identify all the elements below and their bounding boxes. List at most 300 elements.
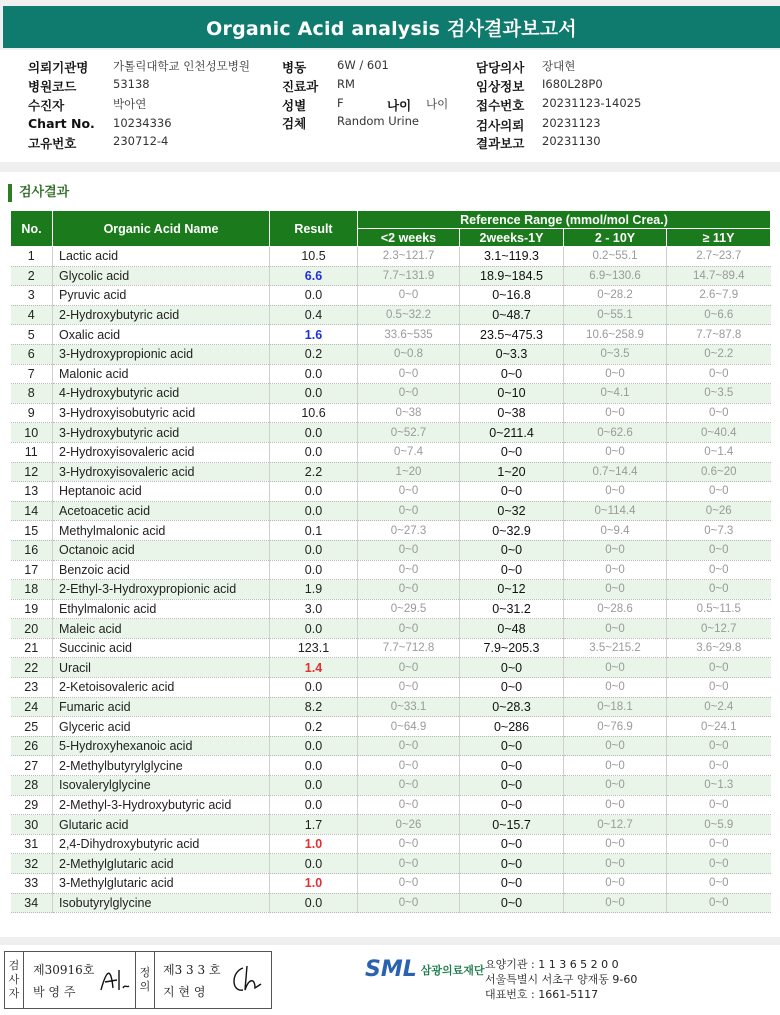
doctor-value: 장대현 — [542, 59, 576, 73]
acid-name: Maleic acid — [53, 619, 270, 639]
result-value: 3.0 — [270, 599, 358, 619]
ref-2-10y: 0~0 — [564, 619, 667, 639]
row-number: 29 — [11, 795, 53, 815]
ref-11y-plus: 0.6~20 — [667, 462, 771, 482]
table-row — [11, 286, 771, 306]
ref-under-2-weeks: 33.6~535 — [358, 325, 460, 345]
ref-2weeks-1y: 0~0 — [460, 658, 564, 678]
result-value: 1.4 — [270, 658, 358, 678]
header-2weeks-1y: 2weeks-1Y — [460, 229, 564, 247]
acid-name: 2-Ethyl-3-Hydroxypropionic acid — [53, 580, 270, 600]
doctor-label: 담당의사 — [476, 60, 525, 75]
hospital-label: 의뢰기관명 — [28, 60, 89, 75]
ref-2weeks-1y: 23.5~475.3 — [460, 325, 564, 345]
acid-name: 2-Methylglutaric acid — [53, 854, 270, 874]
ref-under-2-weeks: 0~33.1 — [358, 697, 460, 717]
table-row — [11, 247, 771, 267]
result-value: 123.1 — [270, 638, 358, 658]
ref-2-10y: 0~0 — [564, 442, 667, 462]
ref-2-10y: 0~0 — [564, 893, 667, 913]
ref-11y-plus: 3.6~29.8 — [667, 638, 771, 658]
ref-11y-plus: 0~1.3 — [667, 776, 771, 796]
row-number: 26 — [11, 736, 53, 756]
row-number: 8 — [11, 384, 53, 404]
result-value: 0.0 — [270, 795, 358, 815]
acid-name: Glycolic acid — [53, 266, 270, 286]
row-number: 14 — [11, 501, 53, 521]
acid-name: 2-Hydroxybutyric acid — [53, 305, 270, 325]
ref-11y-plus: 0~0 — [667, 874, 771, 894]
ref-11y-plus: 0~7.3 — [667, 521, 771, 541]
specimen-value: Random Urine — [337, 114, 419, 128]
ref-2weeks-1y: 0~0 — [460, 560, 564, 580]
ref-11y-plus: 0~0 — [667, 834, 771, 854]
acid-name: Glutaric acid — [53, 815, 270, 835]
row-number: 3 — [11, 286, 53, 306]
result-value: 0.0 — [270, 560, 358, 580]
ref-2weeks-1y: 0~31.2 — [460, 599, 564, 619]
ref-2-10y: 3.5~215.2 — [564, 638, 667, 658]
row-number: 17 — [11, 560, 53, 580]
ref-2weeks-1y: 1~20 — [460, 462, 564, 482]
acid-name: 2,4-Dihydroxybutyric acid — [53, 834, 270, 854]
ref-2-10y: 0~62.6 — [564, 423, 667, 443]
confirmer-license-no: 제3 3 3 호 — [163, 963, 221, 977]
ref-2weeks-1y: 0~0 — [460, 834, 564, 854]
result-value: 10.6 — [270, 403, 358, 423]
table-row — [11, 560, 771, 580]
ref-under-2-weeks: 0~0 — [358, 540, 460, 560]
ref-11y-plus: 0~0 — [667, 403, 771, 423]
ref-11y-plus: 0.5~11.5 — [667, 599, 771, 619]
ref-2-10y: 0~114.4 — [564, 501, 667, 521]
results-section-title: 검사결과 — [8, 184, 69, 202]
ref-2weeks-1y: 0~16.8 — [460, 286, 564, 306]
table-row — [11, 599, 771, 619]
ref-2-10y: 0~0 — [564, 540, 667, 560]
result-value: 0.0 — [270, 619, 358, 639]
ref-2-10y: 0~0 — [564, 560, 667, 580]
acid-name: Isovalerylglycine — [53, 776, 270, 796]
ref-under-2-weeks: 0~27.3 — [358, 521, 460, 541]
result-value: 0.0 — [270, 501, 358, 521]
result-value: 0.0 — [270, 423, 358, 443]
result-value: 0.4 — [270, 305, 358, 325]
row-number: 25 — [11, 717, 53, 737]
table-row — [11, 364, 771, 384]
acid-name: 5-Hydroxyhexanoic acid — [53, 736, 270, 756]
ref-2weeks-1y: 0~38 — [460, 403, 564, 423]
result-value: 0.0 — [270, 776, 358, 796]
row-number: 18 — [11, 580, 53, 600]
ref-under-2-weeks: 0~26 — [358, 815, 460, 835]
ref-under-2-weeks: 0~0 — [358, 795, 460, 815]
ref-11y-plus: 2.7~23.7 — [667, 247, 771, 267]
hospital-code-value: 53138 — [113, 77, 150, 91]
logo-name: 삼광의료재단 — [420, 963, 485, 977]
table-row — [11, 423, 771, 443]
hospital-code-label: 병원코드 — [28, 79, 77, 94]
ref-11y-plus: 0~0 — [667, 482, 771, 502]
ref-2weeks-1y: 0~15.7 — [460, 815, 564, 835]
ref-under-2-weeks: 0~0 — [358, 501, 460, 521]
ref-2weeks-1y: 0~286 — [460, 717, 564, 737]
ref-under-2-weeks: 0~0 — [358, 364, 460, 384]
table-row — [11, 815, 771, 835]
ref-11y-plus: 0~0 — [667, 756, 771, 776]
recipient-label: 수진자 — [28, 98, 65, 113]
header-11y-plus: ≥ 11Y — [667, 229, 771, 247]
logo-mark: SML — [365, 957, 417, 982]
table-row — [11, 501, 771, 521]
ref-2-10y: 0~55.1 — [564, 305, 667, 325]
result-value: 1.9 — [270, 580, 358, 600]
clinical-info-value: I680L28P0 — [542, 77, 603, 91]
acid-name: 3-Methylglutaric acid — [53, 874, 270, 894]
ref-2weeks-1y: 0~0 — [460, 874, 564, 894]
table-row — [11, 638, 771, 658]
row-number: 34 — [11, 893, 53, 913]
header-no: No. — [11, 211, 53, 247]
table-row — [11, 834, 771, 854]
ref-2-10y: 0~0 — [564, 854, 667, 874]
ref-under-2-weeks: 0~64.9 — [358, 717, 460, 737]
ref-2weeks-1y: 0~0 — [460, 482, 564, 502]
ref-11y-plus: 0~40.4 — [667, 423, 771, 443]
ref-2-10y: 0~76.9 — [564, 717, 667, 737]
acid-name: Pyruvic acid — [53, 286, 270, 306]
acid-name: 2-Ketoisovaleric acid — [53, 678, 270, 698]
hospital-value: 가톨릭대학교 인천성모병원 — [113, 59, 250, 73]
receipt-no-value: 20231123-14025 — [542, 96, 642, 110]
result-value: 2.2 — [270, 462, 358, 482]
row-number: 21 — [11, 638, 53, 658]
acid-name: Oxalic acid — [53, 325, 270, 345]
ref-2weeks-1y: 0~10 — [460, 384, 564, 404]
acid-name: Isobutyrylglycine — [53, 893, 270, 913]
request-date-value: 20231123 — [542, 116, 601, 130]
row-number: 5 — [11, 325, 53, 345]
ref-under-2-weeks: 0~0 — [358, 286, 460, 306]
table-row — [11, 540, 771, 560]
ref-under-2-weeks: 0~0 — [358, 580, 460, 600]
acid-name: Ethylmalonic acid — [53, 599, 270, 619]
row-number: 6 — [11, 344, 53, 364]
header-name: Organic Acid Name — [53, 211, 270, 247]
results-table-body — [11, 247, 771, 913]
report-footer — [0, 945, 780, 1015]
result-value: 10.5 — [270, 247, 358, 267]
tester-label: 검사자 — [5, 952, 24, 1008]
result-value: 0.2 — [270, 717, 358, 737]
ref-2-10y: 0~0 — [564, 756, 667, 776]
acid-name: Fumaric acid — [53, 697, 270, 717]
ref-11y-plus: 0~0 — [667, 560, 771, 580]
table-row — [11, 678, 771, 698]
row-number: 1 — [11, 247, 53, 267]
ref-2weeks-1y: 0~0 — [460, 540, 564, 560]
ref-2-10y: 0~0 — [564, 776, 667, 796]
row-number: 20 — [11, 619, 53, 639]
table-row — [11, 403, 771, 423]
row-number: 27 — [11, 756, 53, 776]
table-row — [11, 325, 771, 345]
table-row — [11, 736, 771, 756]
ref-2weeks-1y: 0~0 — [460, 736, 564, 756]
report-date-label: 결과보고 — [476, 136, 525, 151]
result-value: 0.0 — [270, 482, 358, 502]
result-value: 1.0 — [270, 834, 358, 854]
ref-under-2-weeks: 0~0.8 — [358, 344, 460, 364]
table-row — [11, 482, 771, 502]
ref-11y-plus: 0~0 — [667, 678, 771, 698]
ref-11y-plus: 0~0 — [667, 854, 771, 874]
ref-under-2-weeks: 7.7~131.9 — [358, 266, 460, 286]
ref-2-10y: 0~4.1 — [564, 384, 667, 404]
ref-under-2-weeks: 0~0 — [358, 776, 460, 796]
row-number: 13 — [11, 482, 53, 502]
result-value: 0.0 — [270, 893, 358, 913]
ref-11y-plus: 0~2.2 — [667, 344, 771, 364]
row-number: 10 — [11, 423, 53, 443]
ref-under-2-weeks: 2.3~121.7 — [358, 247, 460, 267]
table-row — [11, 854, 771, 874]
acid-name: Succinic acid — [53, 638, 270, 658]
confirmer-name: 지 현 영 — [163, 985, 206, 999]
ref-2weeks-1y: 0~28.3 — [460, 697, 564, 717]
institution-code: 요양기관 : 1 1 3 6 5 2 0 0 — [485, 958, 619, 971]
ref-under-2-weeks: 0~7.4 — [358, 442, 460, 462]
table-row — [11, 619, 771, 639]
acid-name: 3-Hydroxypropionic acid — [53, 344, 270, 364]
ref-2weeks-1y: 0~211.4 — [460, 423, 564, 443]
ref-2weeks-1y: 0~0 — [460, 893, 564, 913]
row-number: 23 — [11, 678, 53, 698]
ref-under-2-weeks: 1~20 — [358, 462, 460, 482]
acid-name: 3-Hydroxyisovaleric acid — [53, 462, 270, 482]
confirmer-signature-icon — [227, 962, 265, 998]
acid-name: 3-Hydroxybutyric acid — [53, 423, 270, 443]
unique-no-value: 230712-4 — [113, 134, 169, 148]
row-number: 32 — [11, 854, 53, 874]
ref-under-2-weeks: 0.5~32.2 — [358, 305, 460, 325]
header-under-2-weeks: <2 weeks — [358, 229, 460, 247]
lab-contact — [485, 957, 637, 1002]
ref-2weeks-1y: 0~48 — [460, 619, 564, 639]
ref-11y-plus: 2.6~7.9 — [667, 286, 771, 306]
ref-2weeks-1y: 0~0 — [460, 678, 564, 698]
ref-2weeks-1y: 0~0 — [460, 442, 564, 462]
ref-under-2-weeks: 0~52.7 — [358, 423, 460, 443]
row-number: 19 — [11, 599, 53, 619]
ref-11y-plus: 0~0 — [667, 795, 771, 815]
acid-name: Octanoic acid — [53, 540, 270, 560]
ref-under-2-weeks: 0~0 — [358, 678, 460, 698]
acid-name: 4-Hydroxybutyric acid — [53, 384, 270, 404]
specimen-label: 검체 — [282, 116, 307, 131]
row-number: 33 — [11, 874, 53, 894]
ref-2-10y: 0~18.1 — [564, 697, 667, 717]
ref-2-10y: 0~0 — [564, 580, 667, 600]
ref-2weeks-1y: 0~0 — [460, 364, 564, 384]
table-row — [11, 305, 771, 325]
row-number: 24 — [11, 697, 53, 717]
result-value: 0.1 — [270, 521, 358, 541]
ref-under-2-weeks: 0~0 — [358, 619, 460, 639]
ref-11y-plus: 0~0 — [667, 658, 771, 678]
result-value: 0.0 — [270, 736, 358, 756]
result-value: 1.6 — [270, 325, 358, 345]
recipient-value: 박아연 — [113, 97, 147, 111]
results-table — [10, 210, 771, 913]
row-number: 22 — [11, 658, 53, 678]
result-value: 0.0 — [270, 384, 358, 404]
ref-2-10y: 0~28.6 — [564, 599, 667, 619]
age-value: 나이 — [426, 97, 449, 111]
report-title: Organic Acid analysis 검사결과보고서 — [3, 6, 780, 48]
ref-2-10y: 0~0 — [564, 678, 667, 698]
ref-under-2-weeks: 0~0 — [358, 874, 460, 894]
ref-2weeks-1y: 0~12 — [460, 580, 564, 600]
table-row — [11, 756, 771, 776]
acid-name: Glyceric acid — [53, 717, 270, 737]
chart-no-value: 10234336 — [113, 116, 172, 130]
ref-2-10y: 0~0 — [564, 482, 667, 502]
table-row — [11, 521, 771, 541]
dept-value: RM — [337, 77, 355, 91]
signature-box — [4, 951, 272, 1009]
result-value: 0.0 — [270, 286, 358, 306]
table-row — [11, 893, 771, 913]
result-value: 1.0 — [270, 874, 358, 894]
patient-info-panel — [0, 50, 780, 162]
result-value: 1.7 — [270, 815, 358, 835]
row-number: 15 — [11, 521, 53, 541]
request-date-label: 검사의뢰 — [476, 118, 525, 133]
ref-11y-plus: 0~1.4 — [667, 442, 771, 462]
table-row — [11, 717, 771, 737]
ref-2-10y: 0~0 — [564, 403, 667, 423]
ref-11y-plus: 0~6.6 — [667, 305, 771, 325]
result-value: 0.0 — [270, 854, 358, 874]
table-row — [11, 442, 771, 462]
result-value: 6.6 — [270, 266, 358, 286]
table-row — [11, 384, 771, 404]
acid-name: Malonic acid — [53, 364, 270, 384]
lab-phone: 대표번호 : 1661-5117 — [485, 988, 599, 1001]
header-result: Result — [270, 211, 358, 247]
lab-address: 서울특별시 서초구 양재동 9-60 — [485, 973, 638, 986]
ref-11y-plus: 0~24.1 — [667, 717, 771, 737]
confirmer-label: 정의 — [135, 952, 155, 1008]
table-row — [11, 697, 771, 717]
ref-11y-plus: 0~0 — [667, 364, 771, 384]
acid-name: 2-Hydroxyisovaleric acid — [53, 442, 270, 462]
row-number: 4 — [11, 305, 53, 325]
tester-license-no: 제30916호 — [33, 963, 95, 977]
ref-2weeks-1y: 0~0 — [460, 776, 564, 796]
ref-2weeks-1y: 18.9~184.5 — [460, 266, 564, 286]
row-number: 16 — [11, 540, 53, 560]
result-value: 0.0 — [270, 364, 358, 384]
row-number: 7 — [11, 364, 53, 384]
ref-2weeks-1y: 0~3.3 — [460, 344, 564, 364]
ref-under-2-weeks: 7.7~712.8 — [358, 638, 460, 658]
ref-2weeks-1y: 0~0 — [460, 756, 564, 776]
ref-2-10y: 0~12.7 — [564, 815, 667, 835]
ref-under-2-weeks: 0~29.5 — [358, 599, 460, 619]
ref-under-2-weeks: 0~0 — [358, 893, 460, 913]
ref-under-2-weeks: 0~0 — [358, 736, 460, 756]
ref-2weeks-1y: 0~0 — [460, 854, 564, 874]
ref-2weeks-1y: 0~0 — [460, 795, 564, 815]
tester-name: 박 영 주 — [33, 985, 76, 999]
ref-2weeks-1y: 0~48.7 — [460, 305, 564, 325]
ref-2-10y: 0~9.4 — [564, 521, 667, 541]
results-section — [0, 172, 780, 937]
age-label: 나이 — [387, 98, 412, 113]
table-row — [11, 344, 771, 364]
ref-2-10y: 0.7~14.4 — [564, 462, 667, 482]
acid-name: Benzoic acid — [53, 560, 270, 580]
ref-2-10y: 0~0 — [564, 658, 667, 678]
header-2-10y: 2 - 10Y — [564, 229, 667, 247]
row-number: 9 — [11, 403, 53, 423]
row-number: 11 — [11, 442, 53, 462]
chart-no-label: Chart No. — [28, 116, 95, 131]
acid-name: 2-Methyl-3-Hydroxybutyric acid — [53, 795, 270, 815]
ref-2-10y: 10.6~258.9 — [564, 325, 667, 345]
dept-label: 진료과 — [282, 79, 319, 94]
ref-2-10y: 6.9~130.6 — [564, 266, 667, 286]
ref-under-2-weeks: 0~0 — [358, 482, 460, 502]
table-row — [11, 874, 771, 894]
sex-label: 성별 — [282, 98, 307, 113]
table-row — [11, 266, 771, 286]
ward-value: 6W / 601 — [337, 58, 389, 72]
ref-under-2-weeks: 0~0 — [358, 834, 460, 854]
table-row — [11, 795, 771, 815]
ref-2-10y: 0~3.5 — [564, 344, 667, 364]
row-number: 2 — [11, 266, 53, 286]
acid-name: Lactic acid — [53, 247, 270, 267]
row-number: 31 — [11, 834, 53, 854]
ref-2weeks-1y: 7.9~205.3 — [460, 638, 564, 658]
table-row — [11, 658, 771, 678]
result-value: 0.0 — [270, 540, 358, 560]
result-value: 0.0 — [270, 756, 358, 776]
ref-11y-plus: 7.7~87.8 — [667, 325, 771, 345]
result-value: 8.2 — [270, 697, 358, 717]
clinical-info-label: 임상정보 — [476, 79, 525, 94]
ref-under-2-weeks: 0~38 — [358, 403, 460, 423]
table-row — [11, 462, 771, 482]
ref-under-2-weeks: 0~0 — [358, 854, 460, 874]
table-row — [11, 776, 771, 796]
ref-11y-plus: 14.7~89.4 — [667, 266, 771, 286]
header-reference-range: Reference Range (mmol/mol Crea.) — [358, 211, 771, 229]
ref-under-2-weeks: 0~0 — [358, 658, 460, 678]
receipt-no-label: 접수번호 — [476, 98, 525, 113]
ref-2weeks-1y: 0~32 — [460, 501, 564, 521]
ref-2-10y: 0~0 — [564, 834, 667, 854]
result-value: 0.0 — [270, 442, 358, 462]
ref-11y-plus: 0~3.5 — [667, 384, 771, 404]
row-number: 30 — [11, 815, 53, 835]
tester-signature-icon — [97, 964, 133, 996]
ref-2-10y: 0.2~55.1 — [564, 247, 667, 267]
ref-11y-plus: 0~5.9 — [667, 815, 771, 835]
